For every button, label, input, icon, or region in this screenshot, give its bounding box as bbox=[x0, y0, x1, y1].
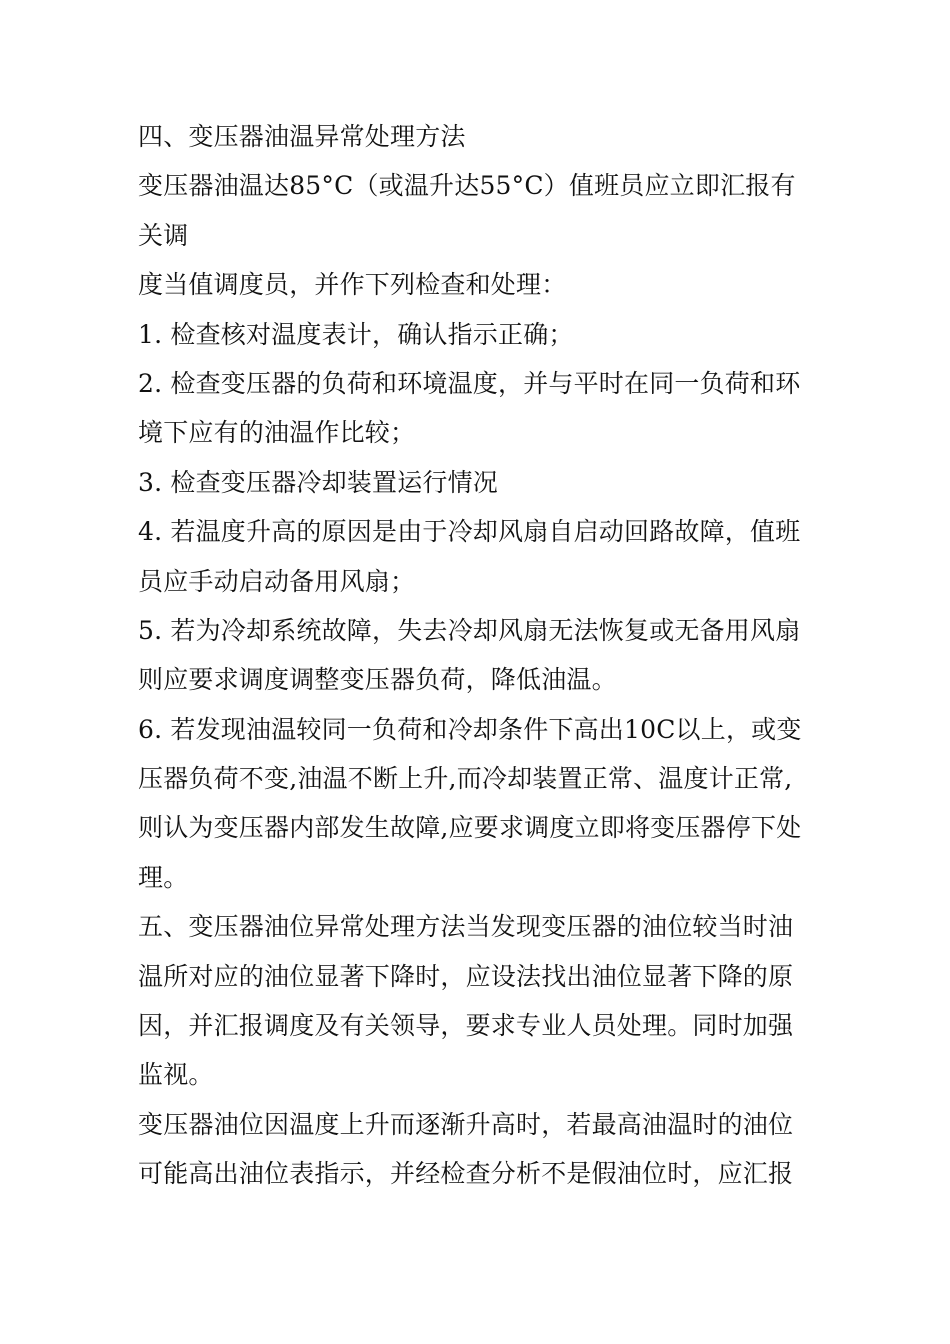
list-item-6-continued: 压器负荷不变,油温不断上升,而冷却装置正常、温度计正常, bbox=[138, 764, 793, 794]
paragraph-line: 因，并汇报调度及有关领导，要求专业人员处理。同时加强 bbox=[138, 1011, 794, 1041]
paragraph-line: 可能高出油位表指示，并经检查分析不是假油位时，应汇报 bbox=[138, 1159, 794, 1189]
list-item-6: 6. 若发现油温较同一负荷和冷却条件下高出10C以上，或变 bbox=[138, 714, 802, 744]
list-item-3: 3. 检查变压器冷却装置运行情况 bbox=[138, 467, 499, 497]
list-item-1: 1. 检查核对温度表计，确认指示正确； bbox=[138, 319, 574, 349]
paragraph-line: 监视。 bbox=[138, 1060, 214, 1090]
list-item-6-continued: 则认为变压器内部发生故障,应要求调度立即将变压器停下处 bbox=[138, 813, 802, 843]
paragraph-line: 度当值调度员，并作下列检查和处理： bbox=[138, 270, 567, 300]
paragraph-line: 变压器油位因温度上升而逐渐升高时，若最高油温时的油位 bbox=[138, 1109, 794, 1139]
paragraph-line: 关调 bbox=[138, 220, 189, 250]
list-item-2: 2. 检查变压器的负荷和环境温度，并与平时在同一负荷和环 bbox=[138, 368, 801, 398]
list-item-5-continued: 则应要求调度调整变压器负荷，降低油温。 bbox=[138, 665, 617, 695]
document-page bbox=[138, 112, 818, 1199]
list-item-6-continued: 理。 bbox=[138, 862, 189, 892]
list-item-2-continued: 境下应有的油温作比较； bbox=[138, 418, 416, 448]
list-item-5: 5. 若为冷却系统故障，失去冷却风扇无法恢复或无备用风扇 bbox=[138, 615, 801, 645]
paragraph-line: 变压器油温达85°C（或温升达55°C）值班员应立即汇报有 bbox=[138, 171, 796, 201]
section-heading-oil-level: 五、变压器油位异常处理方法当发现变压器的油位较当时油 bbox=[138, 912, 794, 942]
section-heading-oil-temperature: 四、变压器油温异常处理方法 bbox=[138, 122, 466, 151]
paragraph-line: 温所对应的油位显著下降时，应设法找出油位显著下降的原 bbox=[138, 961, 794, 991]
list-item-4-continued: 员应手动启动备用风扇； bbox=[138, 566, 416, 596]
list-item-4: 4. 若温度升高的原因是由于冷却风扇自启动回路故障，值班 bbox=[138, 517, 801, 547]
